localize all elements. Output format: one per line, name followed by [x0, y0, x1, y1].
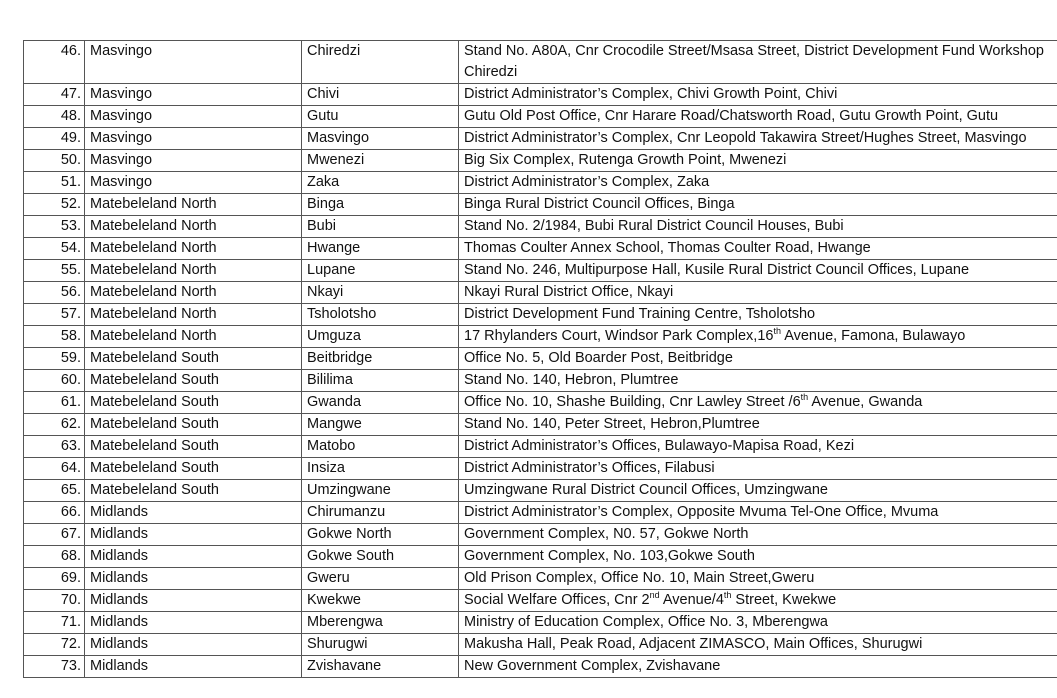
table-row: [24, 238, 1057, 260]
table-row: [24, 480, 1057, 502]
address-cell: Government Complex, No. 103,Gokwe South: [459, 546, 1057, 568]
province-cell: Masvingo: [85, 172, 302, 194]
province-cell: Matebeleland South: [85, 480, 302, 502]
district-cell: Umzingwane: [302, 480, 459, 502]
province-cell: Midlands: [85, 568, 302, 590]
district-cell: Tsholotsho: [302, 304, 459, 326]
province-cell: Midlands: [85, 612, 302, 634]
row-number-cell: 49.: [24, 128, 85, 150]
table-row: [24, 216, 1057, 238]
district-cell: Mwenezi: [302, 150, 459, 172]
address-cell: District Development Fund Training Centre, Tsholotsho: [459, 304, 1057, 326]
address-cell: District Administrator’s Complex, Chivi Growth Point, Chivi: [459, 84, 1057, 106]
table-row: [24, 370, 1057, 392]
row-number-cell: 51.: [24, 172, 85, 194]
province-cell: Matebeleland North: [85, 194, 302, 216]
row-number-cell: 46.: [24, 41, 85, 84]
district-cell: Gwanda: [302, 392, 459, 414]
table-row: [24, 304, 1057, 326]
table-row: [24, 348, 1057, 370]
table-row: [24, 414, 1057, 436]
district-cell: Mberengwa: [302, 612, 459, 634]
row-number-cell: 68.: [24, 546, 85, 568]
row-number-cell: 58.: [24, 326, 85, 348]
address-cell: Stand No. A80A, Cnr Crocodile Street/Msasa Street, District Development Fund Workshop Chiredzi: [459, 41, 1057, 84]
table-row: [24, 590, 1057, 612]
district-cell: Shurugwi: [302, 634, 459, 656]
table-row: [24, 524, 1057, 546]
ordinal-suffix: th: [773, 326, 781, 336]
address-cell: District Administrator’s Offices, Filabusi: [459, 458, 1057, 480]
table-row: [24, 546, 1057, 568]
district-cell: Chirumanzu: [302, 502, 459, 524]
district-cell: Zvishavane: [302, 656, 459, 678]
row-number-cell: 59.: [24, 348, 85, 370]
district-cell: Gweru: [302, 568, 459, 590]
province-cell: Matebeleland North: [85, 282, 302, 304]
province-cell: Matebeleland North: [85, 216, 302, 238]
province-cell: Matebeleland North: [85, 238, 302, 260]
district-cell: Umguza: [302, 326, 459, 348]
row-number-cell: 63.: [24, 436, 85, 458]
address-cell: District Administrator’s Complex, Opposite Mvuma Tel-One Office, Mvuma: [459, 502, 1057, 524]
address-cell: [459, 590, 1057, 612]
address-text: Avenue, Gwanda: [808, 394, 923, 410]
province-cell: Matebeleland North: [85, 260, 302, 282]
table-body: [24, 41, 1057, 678]
row-number-cell: 53.: [24, 216, 85, 238]
address-cell: Office No. 5, Old Boarder Post, Beitbridge: [459, 348, 1057, 370]
row-number-cell: 71.: [24, 612, 85, 634]
address-cell: [459, 392, 1057, 414]
province-cell: Masvingo: [85, 106, 302, 128]
district-cell: Bililima: [302, 370, 459, 392]
address-text: Avenue/4: [659, 592, 724, 608]
table-row: [24, 282, 1057, 304]
district-cell: Lupane: [302, 260, 459, 282]
row-number-cell: 54.: [24, 238, 85, 260]
row-number-cell: 65.: [24, 480, 85, 502]
province-cell: Masvingo: [85, 84, 302, 106]
district-cell: Bubi: [302, 216, 459, 238]
district-cell: Zaka: [302, 172, 459, 194]
district-cell: Chivi: [302, 84, 459, 106]
address-cell: Government Complex, N0. 57, Gokwe North: [459, 524, 1057, 546]
row-number-cell: 70.: [24, 590, 85, 612]
district-cell: Insiza: [302, 458, 459, 480]
address-cell: District Administrator’s Offices, Bulawayo-Mapisa Road, Kezi: [459, 436, 1057, 458]
district-cell: Matobo: [302, 436, 459, 458]
table-row: [24, 41, 1057, 84]
table-row: [24, 84, 1057, 106]
district-cell: Beitbridge: [302, 348, 459, 370]
row-number-cell: 73.: [24, 656, 85, 678]
province-cell: Masvingo: [85, 41, 302, 84]
row-number-cell: 62.: [24, 414, 85, 436]
row-number-cell: 72.: [24, 634, 85, 656]
province-cell: Midlands: [85, 502, 302, 524]
province-cell: Midlands: [85, 590, 302, 612]
table-row: [24, 612, 1057, 634]
table-row: [24, 436, 1057, 458]
province-cell: Matebeleland North: [85, 326, 302, 348]
province-cell: Midlands: [85, 524, 302, 546]
row-number-cell: 48.: [24, 106, 85, 128]
table-row: [24, 326, 1057, 348]
table-row: [24, 128, 1057, 150]
address-cell: Umzingwane Rural District Council Offices, Umzingwane: [459, 480, 1057, 502]
row-number-cell: 57.: [24, 304, 85, 326]
registry-offices-table: [23, 40, 1057, 678]
address-cell: Stand No. 2/1984, Bubi Rural District Council Houses, Bubi: [459, 216, 1057, 238]
district-cell: Gokwe North: [302, 524, 459, 546]
ordinal-suffix: nd: [649, 590, 660, 600]
address-cell: Thomas Coulter Annex School, Thomas Coulter Road, Hwange: [459, 238, 1057, 260]
address-cell: Ministry of Education Complex, Office No. 3, Mberengwa: [459, 612, 1057, 634]
province-cell: Midlands: [85, 546, 302, 568]
province-cell: Matebeleland South: [85, 392, 302, 414]
ordinal-suffix: th: [800, 392, 809, 402]
row-number-cell: 69.: [24, 568, 85, 590]
row-number-cell: 47.: [24, 84, 85, 106]
address-text: Office No. 10, Shashe Building, Cnr Lawley Street /6: [464, 394, 801, 410]
district-cell: Binga: [302, 194, 459, 216]
table-row: [24, 634, 1057, 656]
address-cell: Binga Rural District Council Offices, Binga: [459, 194, 1057, 216]
table-row: [24, 568, 1057, 590]
address-cell: Stand No. 140, Hebron, Plumtree: [459, 370, 1057, 392]
district-cell: Chiredzi: [302, 41, 459, 84]
row-number-cell: 50.: [24, 150, 85, 172]
province-cell: Matebeleland South: [85, 436, 302, 458]
province-cell: Matebeleland North: [85, 304, 302, 326]
province-cell: Midlands: [85, 634, 302, 656]
district-cell: Gutu: [302, 106, 459, 128]
address-text: Social Welfare Offices, Cnr 2: [464, 592, 650, 608]
province-cell: Matebeleland South: [85, 348, 302, 370]
address-cell: New Government Complex, Zvishavane: [459, 656, 1057, 678]
province-cell: Masvingo: [85, 150, 302, 172]
address-text: Street, Kwekwe: [731, 592, 837, 608]
ordinal-suffix: th: [723, 590, 732, 600]
row-number-cell: 60.: [24, 370, 85, 392]
row-number-cell: 56.: [24, 282, 85, 304]
district-cell: Hwange: [302, 238, 459, 260]
table-row: [24, 656, 1057, 678]
district-cell: Nkayi: [302, 282, 459, 304]
row-number-cell: 52.: [24, 194, 85, 216]
table-row: [24, 392, 1057, 414]
table-row: [24, 106, 1057, 128]
district-cell: Masvingo: [302, 128, 459, 150]
table-row: [24, 458, 1057, 480]
province-cell: Midlands: [85, 656, 302, 678]
table-row: [24, 260, 1057, 282]
address-cell: Gutu Old Post Office, Cnr Harare Road/Chatsworth Road, Gutu Growth Point, Gutu: [459, 106, 1057, 128]
table-row: [24, 150, 1057, 172]
address-cell: Big Six Complex, Rutenga Growth Point, Mwenezi: [459, 150, 1057, 172]
row-number-cell: 64.: [24, 458, 85, 480]
address-cell: District Administrator’s Complex, Cnr Leopold Takawira Street/Hughes Street, Masvingo: [459, 128, 1057, 150]
province-cell: Matebeleland South: [85, 458, 302, 480]
district-cell: Mangwe: [302, 414, 459, 436]
address-text: 17 Rhylanders Court, Windsor Park Complex,16: [464, 328, 774, 344]
province-cell: Matebeleland South: [85, 370, 302, 392]
address-text: Avenue, Famona, Bulawayo: [780, 328, 966, 344]
address-cell: [459, 326, 1057, 348]
address-cell: Old Prison Complex, Office No. 10, Main Street,Gweru: [459, 568, 1057, 590]
table-row: [24, 502, 1057, 524]
address-cell: Makusha Hall, Peak Road, Adjacent ZIMASCO, Main Offices, Shurugwi: [459, 634, 1057, 656]
table-row: [24, 172, 1057, 194]
district-cell: Kwekwe: [302, 590, 459, 612]
address-cell: Nkayi Rural District Office, Nkayi: [459, 282, 1057, 304]
row-number-cell: 67.: [24, 524, 85, 546]
address-cell: District Administrator’s Complex, Zaka: [459, 172, 1057, 194]
row-number-cell: 61.: [24, 392, 85, 414]
address-cell: Stand No. 246, Multipurpose Hall, Kusile Rural District Council Offices, Lupane: [459, 260, 1057, 282]
row-number-cell: 55.: [24, 260, 85, 282]
province-cell: Matebeleland South: [85, 414, 302, 436]
row-number-cell: 66.: [24, 502, 85, 524]
district-cell: Gokwe South: [302, 546, 459, 568]
province-cell: Masvingo: [85, 128, 302, 150]
address-cell: Stand No. 140, Peter Street, Hebron,Plumtree: [459, 414, 1057, 436]
table-row: [24, 194, 1057, 216]
